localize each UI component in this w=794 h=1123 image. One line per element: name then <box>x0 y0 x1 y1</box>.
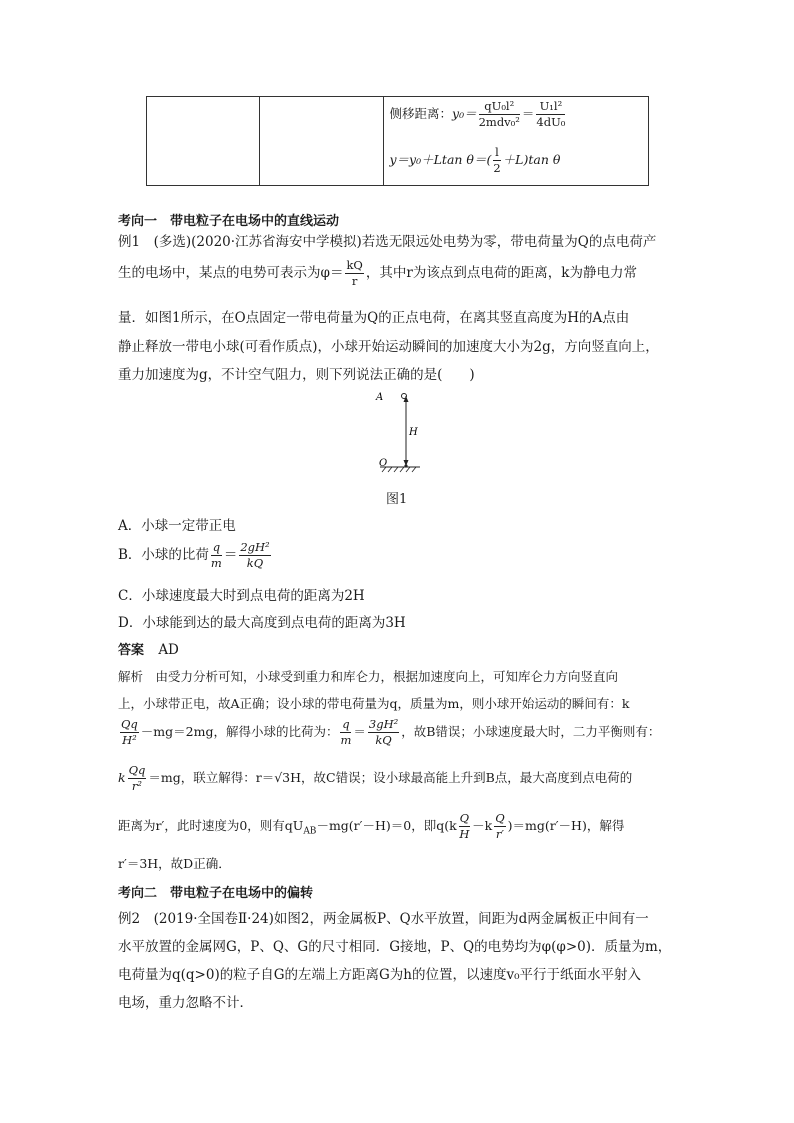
example2-line3: 电荷量为q(q>0)的粒子自G的左端上方距离G为h的位置，以速度v₀平行于纸面水平射入 <box>118 967 642 983</box>
example2-line1: 例2 (2019·全国卷Ⅱ·24)如图2，两金属板P、Q水平放置，间距为d两金属板正中间有一 <box>118 911 649 927</box>
answer-value: AD <box>158 642 179 658</box>
analysis-line6: r′＝3H，故D正确． <box>118 856 231 871</box>
example1-line2: 生的电场中，某点的电势可表示为φ＝ $\frac{kQ}{r}$ ，其中r为该点到点电荷的距离，k为静电力常 <box>118 258 637 288</box>
table-cell-empty-1 <box>147 97 260 186</box>
analysis-line5: 距离为r′，此时速度为0，则有$qU_{AB}-mg(r'-H)=0$，即q(k $\frac{Q}{H}$ －k $\frac{Q}{r'}$ )＝mg(r′－H)，解得 <box>118 811 625 841</box>
option-b: B．小球的比荷 $\frac{q}{m}$ ＝ $\frac{\text{2gH²}}{kQ}$ <box>118 540 270 570</box>
label-h: H <box>409 427 418 438</box>
height-arrow-top <box>404 396 409 402</box>
label-o: O <box>379 458 388 469</box>
analysis-line3: $\frac{Qq}{\text{H²}}$ －mg＝2mg，解得小球的比荷为： $\frac{q}{m}$ ＝ $\frac{\text{3gH²}}{kQ}$ ，故B错误；小球速度最大时，二力平衡则有： <box>121 717 661 747</box>
example2-line2: 水平放置的金属网G，P、Q、G的尺寸相同．G接地，P、Q的电势均为φ(φ>0)．质量为m， <box>118 939 672 955</box>
figure1-caption: 图1 <box>386 492 408 507</box>
example1-line5: 重力加速度为g，不计空气阻力，则下列说法正确的是( ) <box>118 367 475 383</box>
example2-line4: 电场，重力忽略不计． <box>118 995 253 1011</box>
analysis-line1: 解析 由受力分析可知，小球受到重力和库仑力，根据加速度向上，可知库仑力方向竖直向 <box>118 669 619 684</box>
option-c: C．小球速度最大时到点电荷的距离为2H <box>118 588 365 604</box>
example1-line4: 静止释放一带电小球(可看作质点)，小球开始运动瞬间的加速度大小为2g，方向竖直向上， <box>118 339 659 355</box>
option-a: A．小球一定带正电 <box>118 518 236 534</box>
section-heading-1: 考向一 带电粒子在电场中的直线运动 <box>118 214 340 229</box>
formula-offset-y0: 侧移距离：y₀＝ $\frac{\text{qU₀l²}}{\text{2mdv₀²}}$ ＝ $\frac{\text{U₁l²}}{\text{4dU₀}}$ <box>389 98 566 129</box>
formula-offset-y: y＝y₀＋Ltan θ＝( $\frac{l}{2}$ ＋L)tan θ <box>389 144 561 175</box>
example1-line1: 例1 (多选)(2020·江苏省海安中学模拟)若选无限远处电势为零，带电荷量为Q的点电荷产 <box>118 234 657 250</box>
table-cell-formulas <box>384 97 649 186</box>
figure1-diagram <box>370 390 430 480</box>
analysis-line2: 上，小球带正电，故A正确；设小球的带电荷量为q，质量为m，则小球开始运动的瞬间有：k <box>118 696 630 711</box>
table-cell-empty-2 <box>260 97 384 186</box>
section-heading-2: 考向二 带电粒子在电场中的偏转 <box>118 886 314 901</box>
label-a: A <box>376 392 384 403</box>
charge-o-marker <box>404 464 407 467</box>
option-d: D．小球能到达的最大高度到点电荷的距离为3H <box>118 615 406 631</box>
summary-table <box>146 96 649 186</box>
example1-line3: 量．如图1所示，在O点固定一带电荷量为Q的正点电荷，在离其竖直高度为H的A点由 <box>118 310 630 326</box>
answer-line <box>118 636 179 665</box>
analysis-line4: k $\frac{Qq}{\text{r²}}$ ＝mg，联立解得：r＝√3H，故C错误；设小球最高能上升到B点，最大高度到点电荷的 <box>118 763 633 793</box>
answer-label: 答案 <box>118 643 145 658</box>
